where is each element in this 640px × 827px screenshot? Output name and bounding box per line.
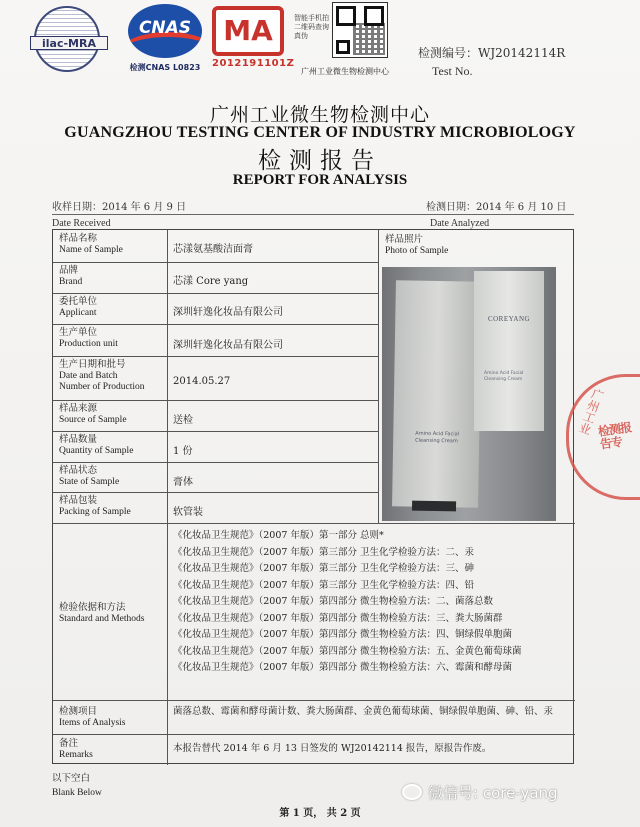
date-divider [52,214,574,215]
qr-instruction: 智能手机拍二维码查询真伪 [294,14,329,40]
row-label-source: 样品来源 Source of Sample [59,403,127,425]
value-date-batch: 2014.05.27 [173,376,231,387]
value-name-of-sample: 芯漾氨基酸洁面膏 [173,244,253,255]
value-production-unit: 深圳轩逸化妆品有限公司 [173,340,283,351]
table-row-divider [53,462,378,463]
blank-below-cn: 以下空白 [52,773,91,784]
standard-line: 《化妆品卫生规范》（2007 年版）第三部分 卫生化学检验方法：二、汞 [173,546,474,558]
center-name-en: GUANGZHOU TESTING CENTER OF INDUSTRY MICROBIOLOGY [64,124,576,141]
table-row-divider [53,523,575,524]
official-seal [566,374,640,500]
value-brand: 芯漾 Core yang [173,276,249,287]
value-state: 膏体 [173,477,193,488]
standard-line: 《化妆品卫生规范》（2007 年版）第四部分 微生物检验方法：四、铜绿假单胞菌 [173,629,512,640]
qr-block [290,2,400,82]
sample-tube-back: Amino Acid Facial Cleansing Cream [392,280,482,507]
cnas-logo-text: CNAS [138,18,192,38]
table-row-divider [53,700,575,701]
value-applicant: 深圳轩逸化妆品有限公司 [173,307,283,318]
cma-number: 2012191101Z [212,58,295,69]
table-row-divider [53,400,378,401]
value-packing: 软管装 [173,507,203,518]
row-label-quantity: 样品数量 Quantity of Sample [59,434,134,456]
standard-line: 《化妆品卫生规范》（2007 年版）第四部分 微生物检验方法：五、金黄色葡萄球菌 [173,645,522,657]
standard-line: 《化妆品卫生规范》（2007 年版）第一部分 总则* [173,530,384,541]
value-source: 送检 [173,415,193,426]
row-label-packing: 样品包装 Packing of Sample [59,495,131,517]
value-quantity: 1 份 [173,446,193,457]
standard-line: 《化妆品卫生规范》（2007 年版）第四部分 微生物检验方法：三、粪大肠菌群 [173,612,503,624]
row-label-brand: 品牌 Brand [59,265,83,287]
report-title-en: REPORT FOR ANALYSIS [232,172,408,188]
standard-line: 《化妆品卫生规范》（2007 年版）第四部分 微生物检验方法：二、菌落总数 [173,596,493,607]
sample-photo [382,267,556,521]
remarks-value: 本报告替代 2014 年 6 月 13 日签发的 WJ20142114 报告，原报告作废。 [173,743,492,754]
sample-tube-front: COREYANG Amino Acid Facial Cleansing Cream [474,271,544,431]
qr-code-icon[interactable] [332,2,388,58]
standard-line: 《化妆品卫生规范》（2007 年版）第三部分 卫生化学检验方法：三、砷 [173,563,474,574]
tube-brand-text: COREYANG [487,315,531,323]
cnas-logo [124,4,206,76]
row-label-applicant: 委托单位 Applicant [59,296,98,318]
page-number: 第 1 页， 共 2 页 [279,808,361,819]
table-col-divider [167,230,168,765]
row-label-production-unit: 生产单位 Production unit [59,327,118,349]
report-title-cn: 检测报告 [258,148,382,174]
table-row-divider [53,431,378,432]
table-row-divider [53,262,378,263]
standard-line: 《化妆品卫生规范》（2007 年版）第四部分 微生物检验方法：六、霉菌和酵母菌 [173,662,512,673]
report-table [52,229,574,764]
date-received-label-en: Date Received [52,218,111,229]
table-row-divider [53,356,378,357]
row-label-state: 样品状态 State of Sample [59,465,120,487]
seal-text-2: 检测报告专 [597,420,632,452]
date-received: 收样日期：2014 年 6 月 9 日 [52,202,187,213]
cnas-oval-icon [128,4,202,58]
cma-logo-text: MA [212,6,284,56]
date-analyzed-label-en: Date Analyzed [430,218,490,229]
cnas-code: 检测CNAS L0823 [129,63,201,72]
wechat-id: 微信号: core-yang [428,784,558,802]
seal-text-1: 广州工业 [576,386,606,437]
table-col-divider [378,230,379,523]
blank-below-en: Blank Below [52,788,102,798]
row-label-remarks: 备注 Remarks [59,738,93,760]
row-label-name: 样品名称 Name of Sample [59,233,123,255]
wechat-watermark [402,782,558,806]
standard-line: 《化妆品卫生规范》（2007 年版）第三部分 卫生化学检验方法：四、铅 [173,579,474,591]
qr-caption: 广州工业微生物检测中心 [301,67,389,76]
table-row-divider [53,293,378,294]
center-name-cn: 广州工业微生物检测中心 [209,104,430,126]
test-number-label-en: Test No. [432,64,473,78]
date-analyzed: 检测日期：2014 年 6 月 10 日 [426,202,567,213]
row-label-date-batch: 生产日期和批号 Date and Batch Number of Production [59,359,145,392]
table-row-divider [53,324,378,325]
row-label-items: 检测项目 Items of Analysis [59,706,126,728]
ilac-logo-text: ilac-MRA [30,36,108,50]
ilac-mra-logo [30,6,108,78]
row-label-standard: 检验依据和方法 Standard and Methods [59,602,145,624]
table-row-divider [53,734,575,735]
photo-label: 样品照片 Photo of Sample [385,234,449,256]
wechat-icon [402,784,422,800]
items-of-analysis: 菌落总数、霉菌和酵母菌计数、粪大肠菌群、金黄色葡萄球菌、铜绿假单胞菌、砷、铅、汞 [173,706,554,717]
test-number: 检测编号：WJ20142114R [418,46,566,60]
standard-list [173,528,521,677]
cma-logo [212,6,295,74]
table-row-divider [53,492,378,493]
